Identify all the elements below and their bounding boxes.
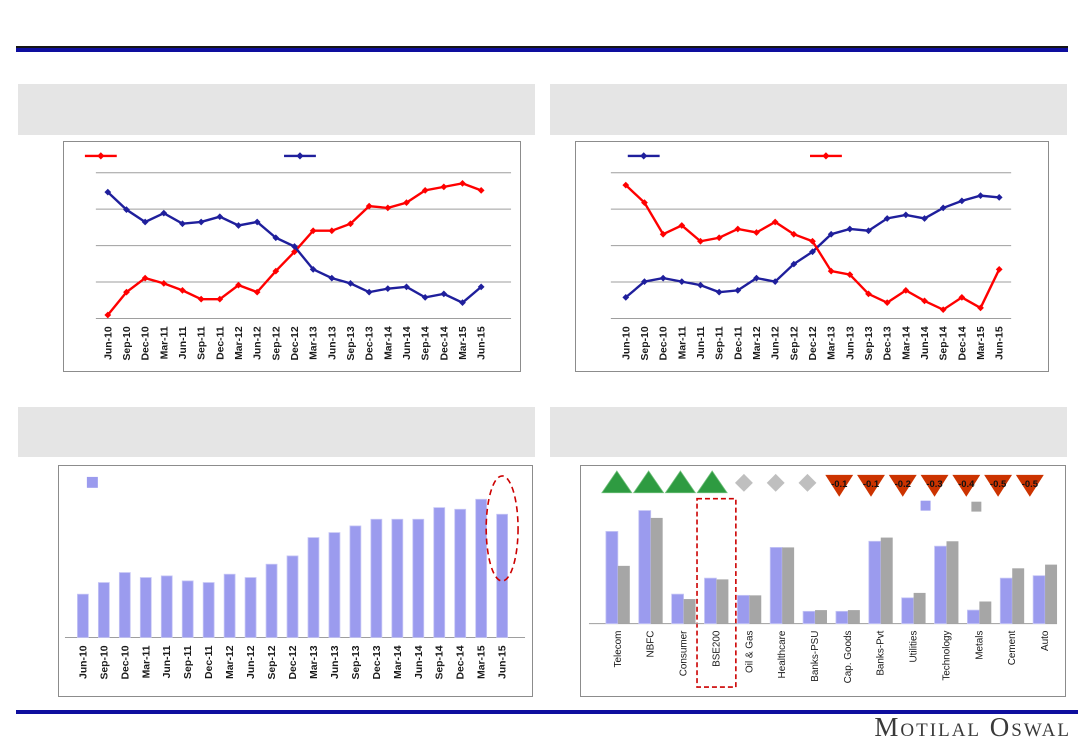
bar-chart-bottom-left: [58, 465, 533, 697]
svg-text:Consumer: Consumer: [678, 630, 690, 677]
svg-text:Banks-PSU: Banks-PSU: [810, 630, 822, 682]
svg-text:Dec-11: Dec-11: [215, 326, 227, 360]
svg-text:Jun-14: Jun-14: [919, 326, 932, 360]
svg-text:Metals: Metals: [974, 630, 986, 660]
svg-text:Sep-11: Sep-11: [183, 645, 195, 679]
svg-text:Sep-14: Sep-14: [938, 326, 950, 361]
svg-text:Jun-15: Jun-15: [476, 326, 488, 360]
svg-text:Jun-13: Jun-13: [845, 326, 857, 360]
svg-text:Mar-11: Mar-11: [677, 326, 689, 360]
svg-text:-0.4: -0.4: [958, 477, 975, 489]
svg-text:Dec-12: Dec-12: [287, 645, 300, 680]
svg-text:Jun-11: Jun-11: [695, 326, 707, 360]
svg-text:Mar-13: Mar-13: [308, 326, 320, 360]
top-divider: [16, 46, 1068, 52]
svg-text:Sep-13: Sep-13: [863, 326, 876, 361]
svg-text:-0.3: -0.3: [926, 477, 943, 489]
svg-text:Jun-11: Jun-11: [177, 326, 189, 360]
svg-text:Oil & Gas: Oil & Gas: [744, 630, 756, 673]
svg-text:Sep-14: Sep-14: [420, 326, 432, 361]
svg-text:Mar-12: Mar-12: [751, 326, 763, 360]
svg-text:-0.2: -0.2: [894, 477, 911, 489]
svg-text:Mar-13: Mar-13: [308, 645, 320, 679]
svg-text:Dec-13: Dec-13: [364, 326, 376, 361]
svg-text:Jun-12: Jun-12: [770, 326, 782, 360]
sector-bar-chart-bottom-right-svg: [581, 466, 1065, 696]
svg-text:Jun-12: Jun-12: [246, 645, 258, 679]
svg-text:Mar-14: Mar-14: [901, 326, 913, 360]
svg-text:Mar-14: Mar-14: [392, 645, 404, 679]
svg-text:Healthcare: Healthcare: [777, 630, 789, 679]
svg-text:Dec-12: Dec-12: [807, 326, 819, 361]
svg-text:Jun-13: Jun-13: [327, 326, 339, 360]
svg-text:Dec-10: Dec-10: [120, 645, 132, 680]
svg-text:Cement: Cement: [1007, 630, 1019, 666]
svg-text:Cap. Goods: Cap. Goods: [842, 630, 854, 684]
svg-text:Sep-12: Sep-12: [271, 326, 283, 361]
svg-text:Jun-14: Jun-14: [413, 645, 425, 679]
svg-text:Sep-10: Sep-10: [639, 326, 651, 361]
svg-text:-0.1: -0.1: [831, 477, 848, 489]
chart-title-bar-top-right: [550, 84, 1067, 135]
svg-text:-0.5: -0.5: [989, 477, 1007, 489]
svg-text:Mar-15: Mar-15: [476, 645, 488, 679]
bar-chart-bottom-left-svg: [59, 466, 532, 696]
svg-text:Technology: Technology: [941, 630, 953, 681]
svg-text:Dec-14: Dec-14: [439, 326, 451, 361]
svg-text:Mar-12: Mar-12: [225, 645, 237, 679]
svg-text:Dec-10: Dec-10: [658, 326, 670, 361]
svg-text:Dec-13: Dec-13: [371, 645, 383, 680]
svg-text:Jun-15: Jun-15: [994, 326, 1006, 360]
svg-text:Sep-13: Sep-13: [350, 645, 362, 680]
svg-text:Jun-11: Jun-11: [162, 645, 174, 679]
svg-text:Dec-11: Dec-11: [733, 326, 745, 360]
brand-logo: Motilal Oswal: [874, 712, 1071, 742]
svg-text:Dec-14: Dec-14: [957, 326, 969, 361]
line-chart-top-right: [575, 141, 1049, 372]
line-chart-top-left-svg: [64, 142, 520, 371]
svg-text:Jun-12: Jun-12: [252, 326, 264, 360]
svg-text:-0.5: -0.5: [1021, 477, 1038, 489]
svg-text:Dec-13: Dec-13: [882, 326, 894, 361]
svg-text:Telecom: Telecom: [612, 630, 624, 668]
line-chart-top-left: [63, 141, 521, 372]
svg-text:Jun-10: Jun-10: [78, 645, 90, 679]
svg-text:Mar-15: Mar-15: [457, 326, 469, 360]
svg-text:Sep-10: Sep-10: [121, 326, 133, 361]
svg-text:Sep-13: Sep-13: [345, 326, 357, 361]
svg-text:NBFC: NBFC: [645, 630, 657, 658]
line-chart-top-right-svg: [576, 142, 1048, 371]
svg-text:-0.1: -0.1: [862, 477, 880, 489]
svg-text:Jun-15: Jun-15: [497, 645, 509, 679]
svg-text:Sep-12: Sep-12: [789, 326, 801, 361]
svg-text:Jun-10: Jun-10: [621, 326, 633, 360]
svg-text:Banks-Pvt: Banks-Pvt: [875, 630, 887, 676]
svg-text:Auto: Auto: [1040, 630, 1052, 651]
svg-text:Jun-13: Jun-13: [329, 645, 341, 679]
svg-text:Mar-14: Mar-14: [383, 326, 395, 360]
svg-text:Dec-12: Dec-12: [289, 326, 301, 361]
svg-text:Sep-11: Sep-11: [196, 326, 208, 360]
svg-text:Sep-12: Sep-12: [267, 645, 279, 680]
chart-title-bar-top-left: [18, 84, 535, 135]
sector-bar-chart-bottom-right: [580, 465, 1066, 697]
chart-title-bar-bottom-right: [550, 407, 1067, 457]
svg-text:Sep-11: Sep-11: [714, 326, 726, 360]
chart-title-bar-bottom-left: [18, 407, 535, 457]
svg-text:Dec-11: Dec-11: [204, 645, 216, 679]
svg-text:Mar-11: Mar-11: [141, 645, 153, 679]
svg-text:Mar-13: Mar-13: [826, 326, 838, 360]
svg-text:Dec-10: Dec-10: [140, 326, 152, 361]
svg-text:Sep-14: Sep-14: [434, 645, 446, 680]
svg-text:Utilities: Utilities: [908, 630, 920, 663]
svg-text:Mar-11: Mar-11: [159, 326, 171, 360]
svg-text:BSE200: BSE200: [711, 630, 723, 667]
svg-text:Sep-10: Sep-10: [99, 645, 111, 680]
svg-text:Jun-10: Jun-10: [103, 326, 115, 360]
svg-text:Mar-15: Mar-15: [976, 326, 988, 360]
svg-text:Mar-12: Mar-12: [233, 326, 245, 360]
svg-text:Dec-14: Dec-14: [455, 645, 467, 680]
svg-text:Jun-14: Jun-14: [401, 326, 413, 360]
